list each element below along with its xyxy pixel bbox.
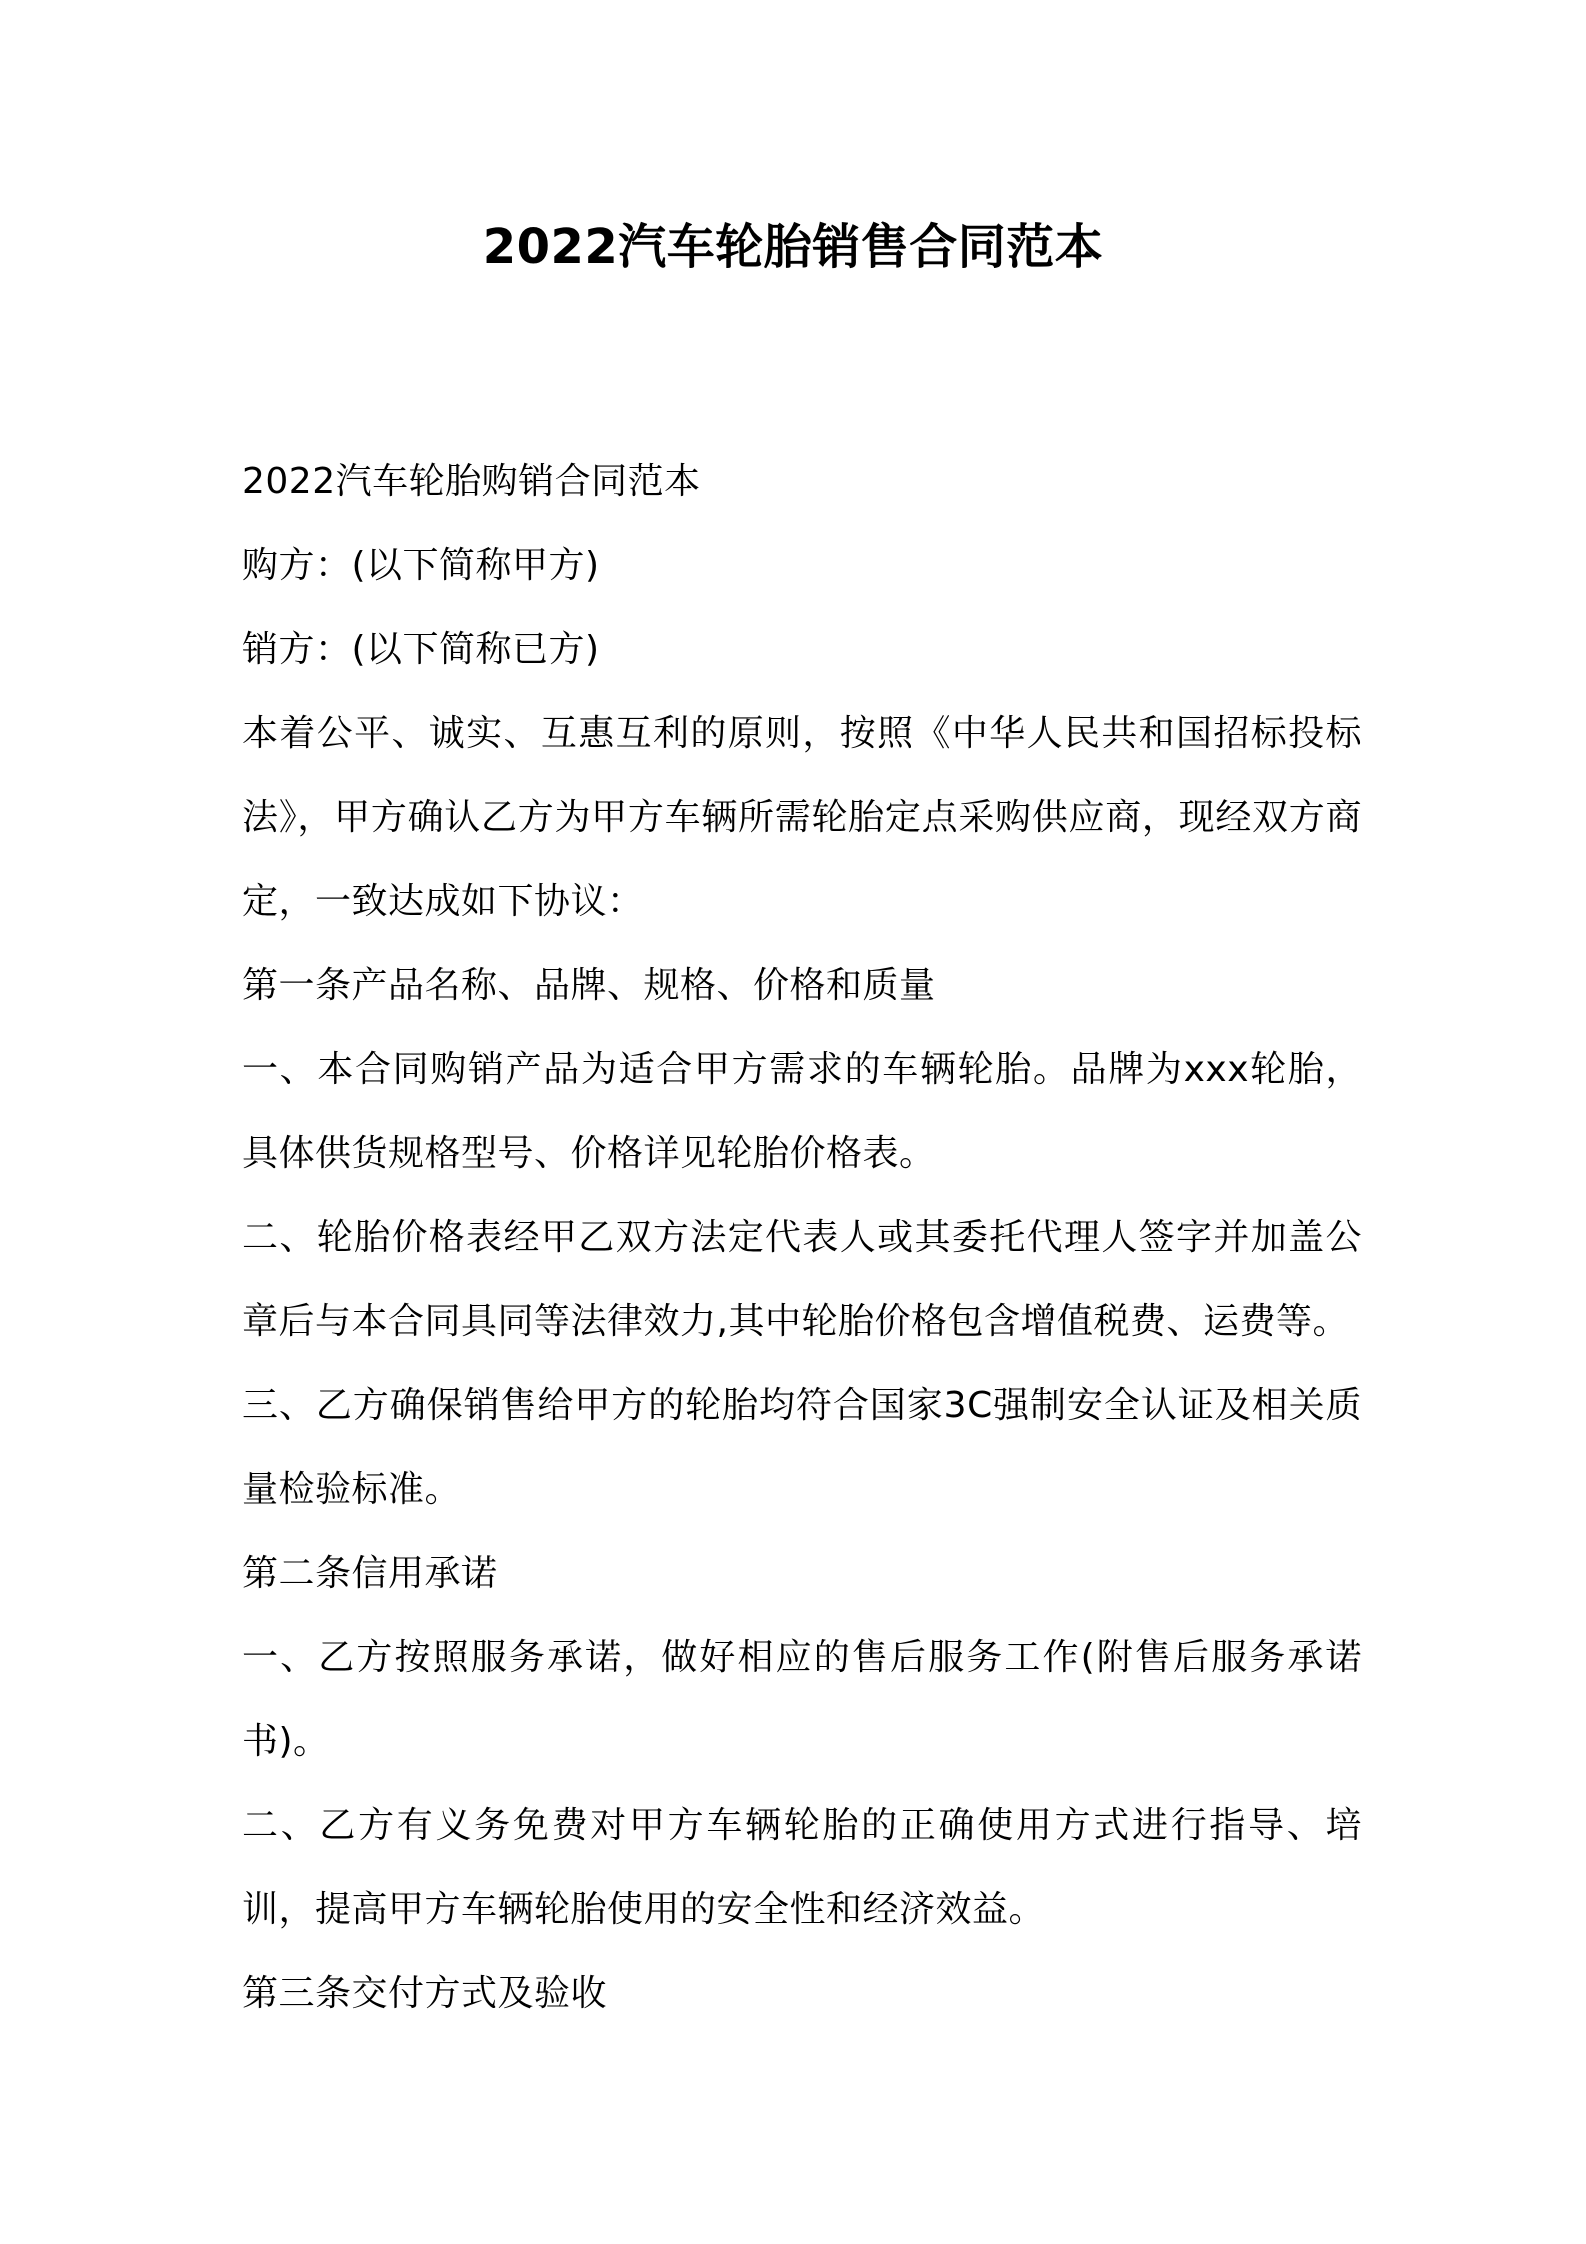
document-title: 2022汽车轮胎销售合同范本 <box>482 219 1104 275</box>
article-2-heading: 第二条信用承诺 <box>242 1553 498 1594</box>
seller-line: 销方：(以下简称已方) <box>242 629 600 670</box>
buyer-line: 购方：(以下简称甲方) <box>242 545 600 586</box>
subtitle-paragraph: 2022汽车轮胎购销合同范本 <box>242 461 701 502</box>
preamble-paragraph: 本着公平、诚实、互惠互利的原则，按照《中华人民共和国招标投标法》，甲方确认乙方为甲方车辆所需轮胎定点采购供应商，现经双方商定，一致达成如下协议： <box>242 713 1362 922</box>
article-1-clause-2: 二、轮胎价格表经甲乙双方法定代表人或其委托代理人签字并加盖公章后与本合同具同等法律效力,其中轮胎价格包含增值税费、运费等。 <box>242 1217 1362 1342</box>
article-2-clause-2: 二、乙方有义务免费对甲方车辆轮胎的正确使用方式进行指导、培训，提高甲方车辆轮胎使用的安全性和经济效益。 <box>242 1805 1362 1930</box>
document-body <box>242 440 1362 2036</box>
article-1-clause-1: 一、本合同购销产品为适合甲方需求的车辆轮胎。品牌为xxx轮胎，具体供货规格型号、价格详见轮胎价格表。 <box>242 1049 1362 1174</box>
article-3-heading: 第三条交付方式及验收 <box>242 1973 608 2014</box>
article-2-clause-1: 一、乙方按照服务承诺，做好相应的售后服务工作(附售后服务承诺书)。 <box>242 1637 1362 1762</box>
article-1-heading: 第一条产品名称、品牌、规格、价格和质量 <box>242 965 936 1006</box>
article-1-clause-3: 三、乙方确保销售给甲方的轮胎均符合国家3C强制安全认证及相关质量检验标准。 <box>242 1385 1362 1510</box>
